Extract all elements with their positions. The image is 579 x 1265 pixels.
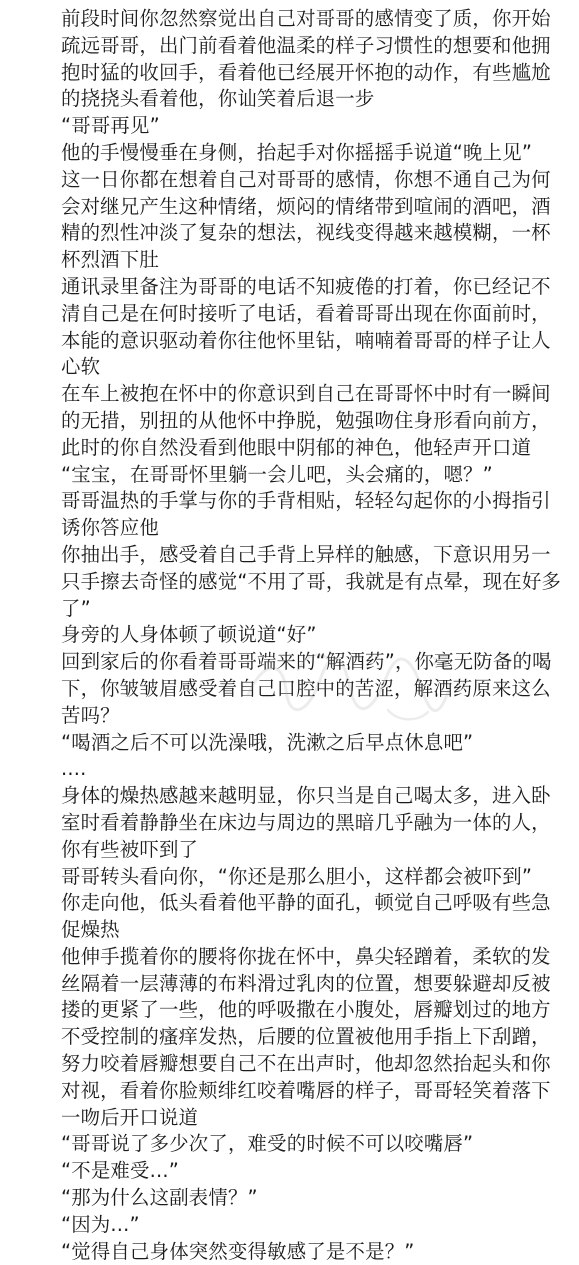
paragraph-18: “哥哥说了多少次了，难受的时候不可以咬嘴唇” <box>61 1132 474 1156</box>
paragraph-21: “因为...” <box>61 1212 140 1236</box>
paragraph-2: “哥哥再见” <box>61 114 160 138</box>
paragraph-10: 身旁的人身体顿了顿说道“好” <box>61 623 317 647</box>
paragraph-20: “那为什么这副表情？” <box>61 1186 258 1210</box>
paragraph-15: 哥哥转头看向你，“你还是那么胆小，这样都会被吓到” <box>61 864 533 888</box>
paragraph-4: 这一日你都在想着自己对哥哥的感情，你想不通自己为何会对继兄产生这种情绪，烦闷的情绪带到喧闹的酒吧，酒精的烈性冲淡了复杂的想法，视线变得越来越模糊，一杯杯烈酒下肚 <box>61 167 551 272</box>
paragraph-3: 他的手慢慢垂在身侧，抬起手对你摇摇手说道“晚上见” <box>61 140 533 164</box>
paragraph-16: 你走向他，低头看着他平静的面孔，顿觉自己呼吸有些急促燥热 <box>61 891 551 942</box>
paragraph-5: 通讯录里备注为哥哥的电话不知疲倦的打着，你已经记不清自己是在何时接听了电话，看着哥哥出现在你面前时，本能的意识驱动着你往他怀里钻，喃喃着哥哥的样子让人心软 <box>61 274 551 379</box>
paragraph-13: .... <box>61 757 87 781</box>
paragraph-11: 回到家后的你看着哥哥端来的“解酒药”，你毫无防备的喝下，你皱皱眉感受着自己口腔中的苦涩，解酒药原来这么苦吗？ <box>61 650 552 727</box>
paragraph-22: “觉得自己身体突然变得敏感了是不是？” <box>61 1239 415 1263</box>
paragraph-12: “喝酒之后不可以洗澡哦，洗漱之后早点休息吧” <box>61 730 474 754</box>
paragraph-8: 哥哥温热的手掌与你的手背相贴，轻轻勾起你的小拇指引诱你答应他 <box>61 489 551 540</box>
paragraph-1: 前段时间你忽然察觉出自己对哥哥的感情变了质，你开始疏远哥哥，出门前看着他温柔的样子习惯性的想要和他拥抱时猛的收回手，看着他已经展开怀抱的动作，有些尴尬的挠挠头看着他，你讪笑着后退一步 <box>61 7 551 111</box>
paragraph-17: 他伸手揽着你的腰将你拢在怀中，鼻尖轻蹭着，柔软的发丝隔着一层薄薄的布料滑过乳肉的位置，想要躲避却反被搂的更紧了一些，他的呼吸撒在小腹处，唇瓣划过的地方不受控制的瘙痒发热，后腰的位置被他用手指上下刮蹭，努力咬着唇瓣想要自己不在出声时，他却忽然抬起头和你对视，看着你脸颊绯红咬着嘴唇的样子，哥哥轻笑着落下一吻后开口说道 <box>61 944 551 1129</box>
paragraph-9: 你抽出手，感受着自己手背上异样的触感，下意识用另一只手擦去奇怪的感觉“不用了哥，我就是有点晕，现在好多了” <box>61 542 562 620</box>
paragraph-14: 身体的燥热感越来越明显，你只当是自己喝太多，进入卧室时看着静静坐在床边与周边的黑暗几乎融为一体的人，你有些被吓到了 <box>61 784 551 861</box>
paragraph-19: “不是难受...” <box>61 1159 179 1183</box>
paragraph-7: “宝宝，在哥哥怀里躺一会儿吧，头会痛的，嗯？” <box>61 462 493 486</box>
paragraph-6: 在车上被抱在怀中的你意识到自己在哥哥怀中时有一瞬间的无措，别扭的从他怀中挣脱，勉强吻住身形看向前方，此时的你自然没看到他眼中阴郁的神色，他轻声开口道 <box>61 382 551 459</box>
